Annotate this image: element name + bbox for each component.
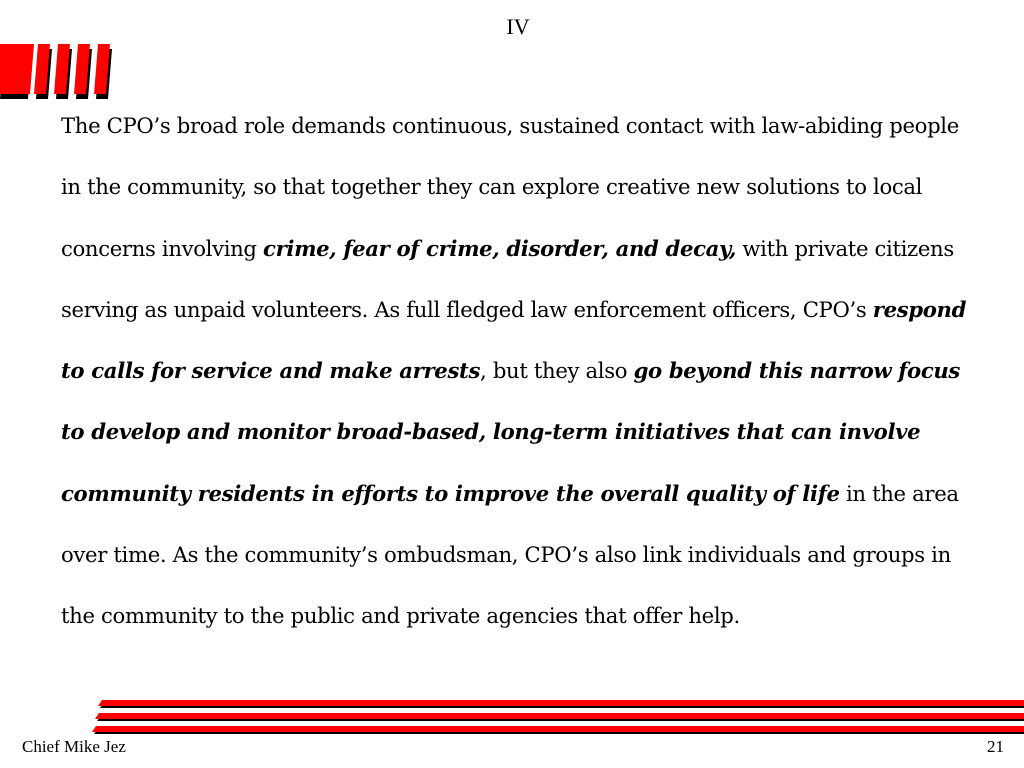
emphasis-calls-and-arrests: respond to calls for service and make arrests: [61, 296, 967, 384]
body-text-segment: in the area over time. As the community’s ombudsman, CPO’s also link individuals and groups in the community to the public and private agencies that offer help.: [61, 480, 959, 629]
stripe-bars: [92, 700, 1024, 732]
footer-author: Chief Mike Jez: [22, 737, 126, 756]
body-text-segment: The CPO’s broad role demands continuous, sustained contact with law-abiding people in the community, so that together they can explore creative new solutions to local concerns involving: [61, 113, 959, 261]
body-text-segment: , but they also: [480, 358, 634, 384]
red-bars-logo: [0, 42, 114, 102]
logo-bars: [0, 44, 110, 94]
section-number: IV: [506, 14, 530, 39]
footer-red-stripes: [0, 698, 1024, 738]
emphasis-crime-fear-disorder-decay: crime, fear of crime, disorder, and decay,: [263, 235, 737, 261]
emphasis-broad-based-initiatives: go beyond this narrow focus to develop and monitor broad-based, long-term initiatives that can involve community residents in efforts to improve the overall quality of life: [61, 358, 960, 506]
body-paragraph: [61, 95, 981, 647]
page-number: 21: [987, 737, 1004, 756]
body-text-segment: with private citizens serving as unpaid volunteers. As full fledged law enforcement officers, CPO’s: [61, 235, 954, 322]
